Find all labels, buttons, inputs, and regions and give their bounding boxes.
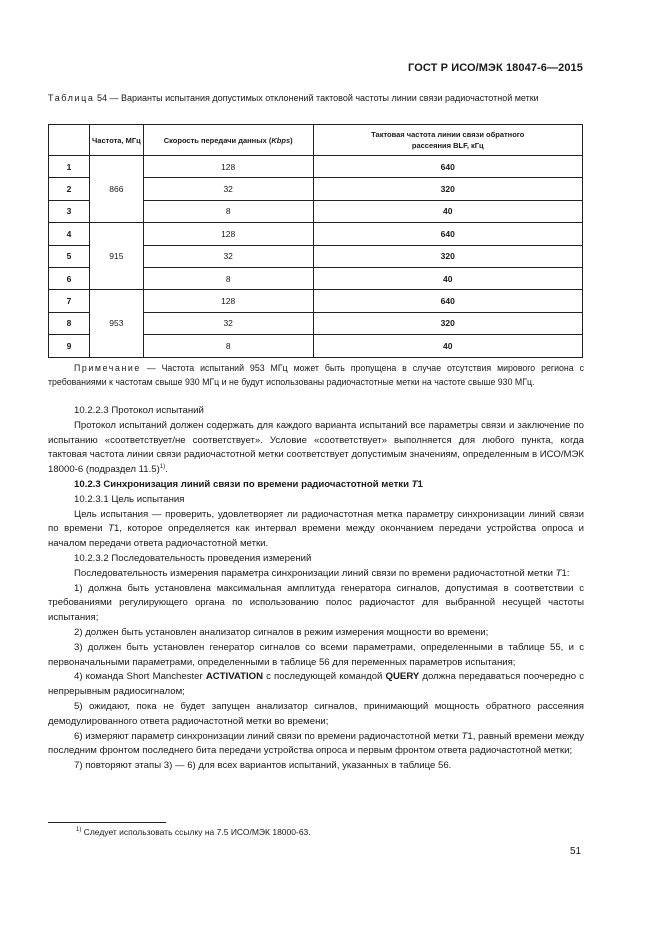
- footnote-ref[interactable]: 1): [159, 464, 166, 470]
- step-6-b: 1, равный времени между последним фронтом последнего бита передачи устройства опроса и первым фронтом ответа радиочастотной метки;: [48, 730, 584, 757]
- row-blf: 640: [313, 223, 582, 245]
- variants-table: [48, 124, 583, 358]
- header-frequency: Частота, МГц: [89, 125, 143, 156]
- row-blf: 640: [313, 290, 582, 312]
- section-10-2-3-1-t: T: [108, 523, 114, 535]
- table-caption-text: 54 — Варианты испытания допустимых отклонений тактовой частоты линии связи радиочастотной метки: [94, 93, 539, 103]
- footnote-text: Следует использовать ссылку на 7.5 ИСО/МЭК 18000-63.: [81, 827, 311, 837]
- row-rate: 8: [143, 267, 313, 289]
- document-header: ГОСТ Р ИСО/МЭК 18047-6—2015: [408, 62, 583, 74]
- table-caption: [48, 92, 584, 105]
- section-10-2-3-heading: [48, 478, 584, 493]
- step-1: 1) должна быть установлена максимальная амплитуда генератора сигналов, допустимая в соответствии с требованиями регулирующего органа по использованию полос радиочастот для выбранной несущей частоты испытания;: [48, 582, 584, 624]
- row-rate: 8: [143, 335, 313, 357]
- footnote-mark: 1): [76, 827, 82, 834]
- header-data-rate-prefix: Скорость передачи данных (: [163, 135, 272, 145]
- note-label: Примечание: [74, 363, 141, 373]
- section-10-2-3-2-intro-t: T: [555, 567, 562, 579]
- section-10-2-3-heading-text: 10.2.3 Синхронизация линий связи по времени радиочастотной метки: [74, 478, 412, 490]
- section-10-2-3-1-text-a: Цель испытания — проверить, удовлетворяет ли радиочастотная метка параметру синхронизации линий связи по времени: [48, 508, 584, 535]
- row-index: 3: [49, 200, 90, 222]
- row-blf: 40: [313, 200, 582, 222]
- row-index: 6: [49, 267, 90, 289]
- row-blf: 640: [313, 156, 582, 178]
- section-10-2-3-2-intro-a: Последовательность измерения параметра синхронизации линий связи по времени радиочастотной метки: [74, 567, 556, 579]
- row-blf: 320: [313, 178, 582, 200]
- table-header-row: [49, 125, 583, 156]
- row-rate: 128: [143, 156, 313, 178]
- note-text: — Частота испытаний 953 МГц может быть пропущена в случае отсутствия мирового региона с требованиями к частотам свыше 930 МГц и не будут использованы радиочастотные метки на частоте свыше 930 МГц.: [48, 363, 584, 387]
- section-10-2-3-2-intro-b: 1:: [561, 567, 570, 579]
- header-index: [49, 125, 90, 156]
- row-index: 7: [49, 290, 90, 312]
- row-rate: 32: [143, 312, 313, 334]
- row-blf: 320: [313, 312, 582, 334]
- row-index: 4: [49, 223, 90, 245]
- step-4-b: с последующей командой: [263, 671, 386, 683]
- step-4-activation: ACTIVATION: [205, 671, 264, 683]
- note-paragraph: [48, 362, 584, 389]
- row-frequency: 866: [89, 156, 143, 223]
- row-frequency: 915: [89, 223, 143, 290]
- header-data-rate-unit: Kbps: [271, 135, 291, 145]
- row-frequency: 953: [89, 290, 143, 357]
- step-3: 3) должен быть установлен генератор сигналов со всеми параметрами, определенными в таблице 55, и с первоначальными параметрами, определенными в таблице 56 для переменных параметров испытания;: [48, 641, 584, 668]
- section-10-2-3-1-text-b: 1, которое определяется как интервал времени между окончанием передачи устройства опроса и началом передачи ответа радиочастотной метки.: [48, 523, 584, 550]
- table-caption-label: Таблица: [48, 93, 95, 103]
- table-row: [49, 290, 583, 312]
- row-rate: 128: [143, 290, 313, 312]
- step-6: [48, 730, 584, 760]
- table-row: [49, 223, 583, 245]
- section-10-2-2-3-text: [48, 419, 584, 478]
- row-index: 8: [49, 312, 90, 334]
- row-rate: 32: [143, 245, 313, 267]
- section-10-2-2-3-heading: 10.2.2.3 Протокол испытаний: [74, 405, 204, 416]
- header-blf-line2: рассеяния BLF, кГц: [411, 141, 484, 150]
- row-index: 1: [49, 156, 90, 178]
- row-rate: 32: [143, 178, 313, 200]
- table-note: [48, 362, 584, 389]
- section-10-2-3-1-heading: 10.2.3.1 Цель испытания: [74, 493, 185, 505]
- section-10-2-3-heading-t: T: [411, 478, 418, 490]
- table-row: [49, 156, 583, 178]
- section-10-2-3-heading-one: 1: [417, 478, 423, 490]
- step-4-a: 4) команда Short Manchester: [74, 671, 206, 683]
- header-blf: [313, 125, 582, 156]
- footnote-divider: [48, 822, 166, 823]
- step-6-t: T: [461, 730, 468, 742]
- row-rate: 8: [143, 200, 313, 222]
- header-data-rate-suffix: ): [290, 135, 293, 145]
- main-text: [48, 404, 584, 774]
- section-10-2-2-3-body: Протокол испытаний должен содержать для каждого варианта испытаний все параметры связи и заключение по испытанию «соответствует/не соответствует». Условие «соответствует» выполняется для любого пункта, когда тактовая частота линии связи радиочастотной метки соответствует допустимым значениям, определенным в ИСО/МЭК 18000-6 (подраздел 11.5): [48, 419, 584, 476]
- header-blf-line1: Тактовая частота линии связи обратного: [371, 130, 525, 139]
- step-7: 7) повторяют этапы 3) — 6) для всех вариантов испытаний, указанных в таблице 56.: [74, 760, 452, 772]
- section-10-2-3-1-text: [48, 508, 584, 552]
- header-data-rate: [143, 125, 313, 156]
- row-blf: 320: [313, 245, 582, 267]
- row-index: 2: [49, 178, 90, 200]
- step-4-query: QUERY: [385, 671, 420, 683]
- section-10-2-3-2-heading: 10.2.3.2 Последовательность проведения измерений: [74, 552, 312, 564]
- step-5: 5) ожидают, пока не будет запущен анализатор сигналов, принимающий мощность обратного рассеяния демодулированного ответа радиочастотной метки во времени;: [48, 700, 584, 727]
- footnote: [76, 827, 311, 837]
- section-10-2-2-3-end: .: [165, 464, 168, 476]
- step-6-a: 6) измеряют параметр синхронизации линий связи по времени радиочастотной метки: [74, 730, 462, 742]
- step-4-c: должна передаваться поочередно с непрерывным радиосигналом;: [48, 671, 584, 698]
- step-2: 2) должен быть установлен анализатор сигналов в режим измерения мощности во времени;: [74, 626, 489, 638]
- page-number: 51: [570, 846, 582, 857]
- section-10-2-3-2-intro: [48, 567, 584, 582]
- step-4: [48, 670, 584, 700]
- row-index: 5: [49, 245, 90, 267]
- row-blf: 40: [313, 335, 582, 357]
- row-index: 9: [49, 335, 90, 357]
- row-rate: 128: [143, 223, 313, 245]
- row-blf: 40: [313, 267, 582, 289]
